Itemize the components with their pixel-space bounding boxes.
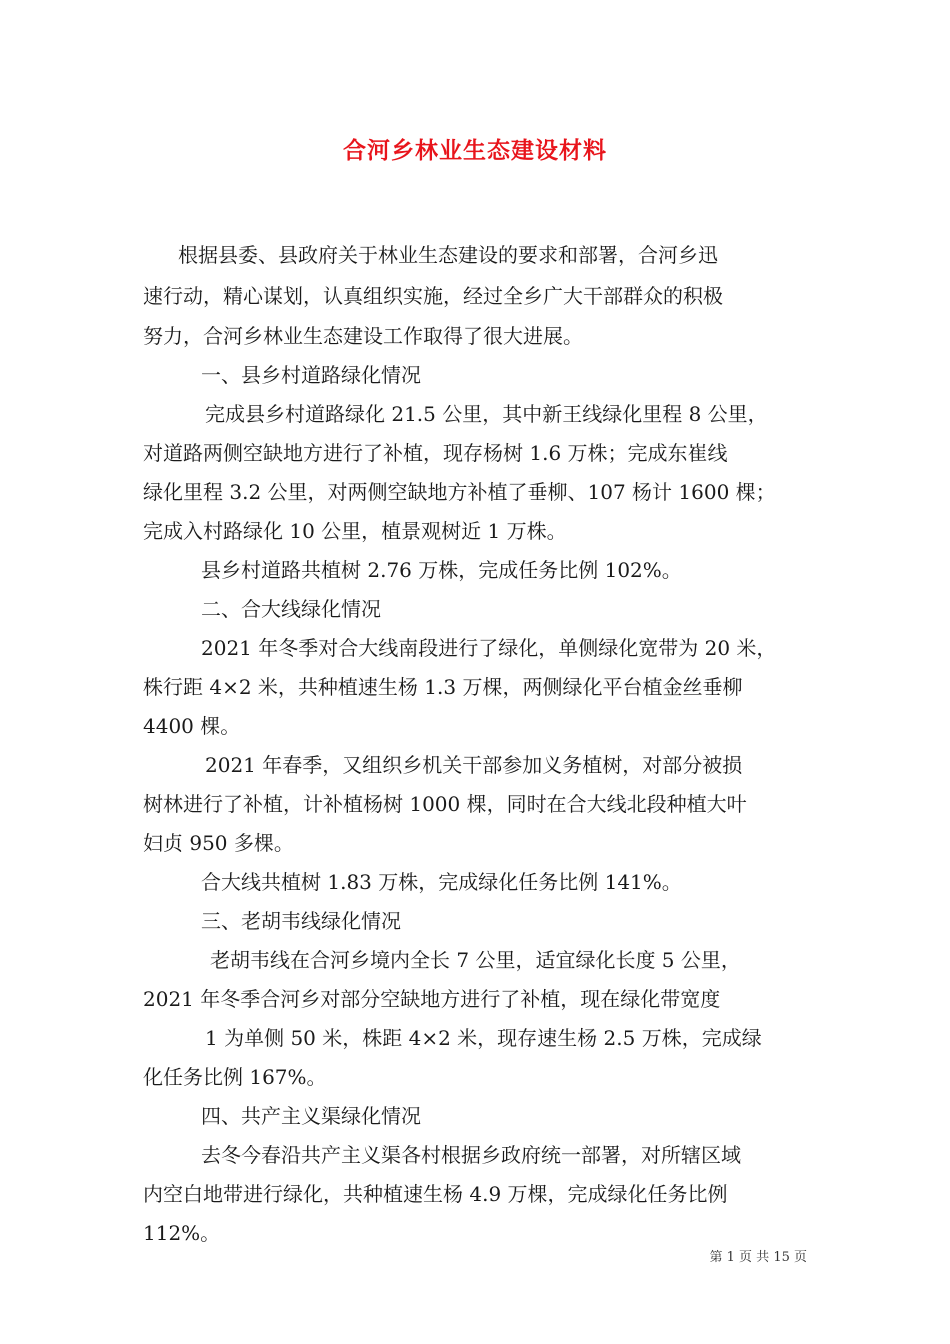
paragraph-line: 株行距 4×2 米，共种植速生杨 1.3 万棵，两侧绿化平台植金丝垂柳: [143, 675, 743, 699]
paragraph-line: 合大线共植树 1.83 万株，完成绿化任务比例 141%。: [201, 870, 682, 894]
paragraph-line: 完成县乡村道路绿化 21.5 公里，其中新王线绿化里程 8 公里，: [205, 402, 768, 426]
paragraph-line: 速行动，精心谋划，认真组织实施，经过全乡广大干部群众的积极: [143, 284, 723, 308]
paragraph-line: 老胡韦线在合河乡境内全长 7 公里，适宜绿化长度 5 公里，: [210, 948, 741, 972]
paragraph-line: 112%。: [143, 1221, 221, 1245]
paragraph-line: 绿化里程 3.2 公里，对两侧空缺地方补植了垂柳、107 杨计 1600 棵；: [143, 480, 776, 504]
paragraph-line: 内空白地带进行绿化，共种植速生杨 4.9 万棵，完成绿化任务比例: [143, 1182, 728, 1206]
paragraph-line: 树林进行了补植，计补植杨树 1000 棵，同时在合大线北段种植大叶: [143, 792, 747, 816]
paragraph-line: 4400 棵。: [143, 714, 241, 738]
paragraph-line: 去冬今春沿共产主义渠各村根据乡政府统一部署，对所辖区域: [201, 1143, 741, 1167]
section-heading: 一、县乡村道路绿化情况: [201, 363, 421, 387]
paragraph-line: 1 为单侧 50 米，株距 4×2 米，现存速生杨 2.5 万株，完成绿: [205, 1026, 762, 1050]
paragraph-line: 2021 年春季，又组织乡机关干部参加义务植树，对部分被损: [205, 753, 743, 777]
paragraph-line: 化任务比例 167%。: [143, 1065, 327, 1089]
paragraph-line: 妇贞 950 多棵。: [143, 831, 294, 855]
paragraph-line: 对道路两侧空缺地方进行了补植，现存杨树 1.6 万株；完成东崔线: [143, 441, 728, 465]
document-title: 合河乡林业生态建设材料: [343, 137, 607, 164]
page-number-footer: 第 1 页 共 15 页: [709, 1250, 807, 1265]
paragraph-line: 完成入村路绿化 10 公里，植景观树近 1 万株。: [143, 519, 567, 543]
section-heading: 二、合大线绿化情况: [201, 597, 381, 621]
paragraph-line: 县乡村道路共植树 2.76 万株，完成任务比例 102%。: [201, 558, 682, 582]
paragraph-line: 2021 年冬季合河乡对部分空缺地方进行了补植，现在绿化带宽度: [143, 987, 721, 1011]
paragraph-line: 2021 年冬季对合大线南段进行了绿化，单侧绿化宽带为 20 米，: [201, 636, 777, 660]
section-heading: 四、共产主义渠绿化情况: [201, 1104, 421, 1128]
paragraph-line: 努力，合河乡林业生态建设工作取得了很大进展。: [143, 324, 583, 348]
section-heading: 三、老胡韦线绿化情况: [201, 909, 401, 933]
paragraph-line: 根据县委、县政府关于林业生态建设的要求和部署，合河乡迅: [178, 243, 718, 267]
